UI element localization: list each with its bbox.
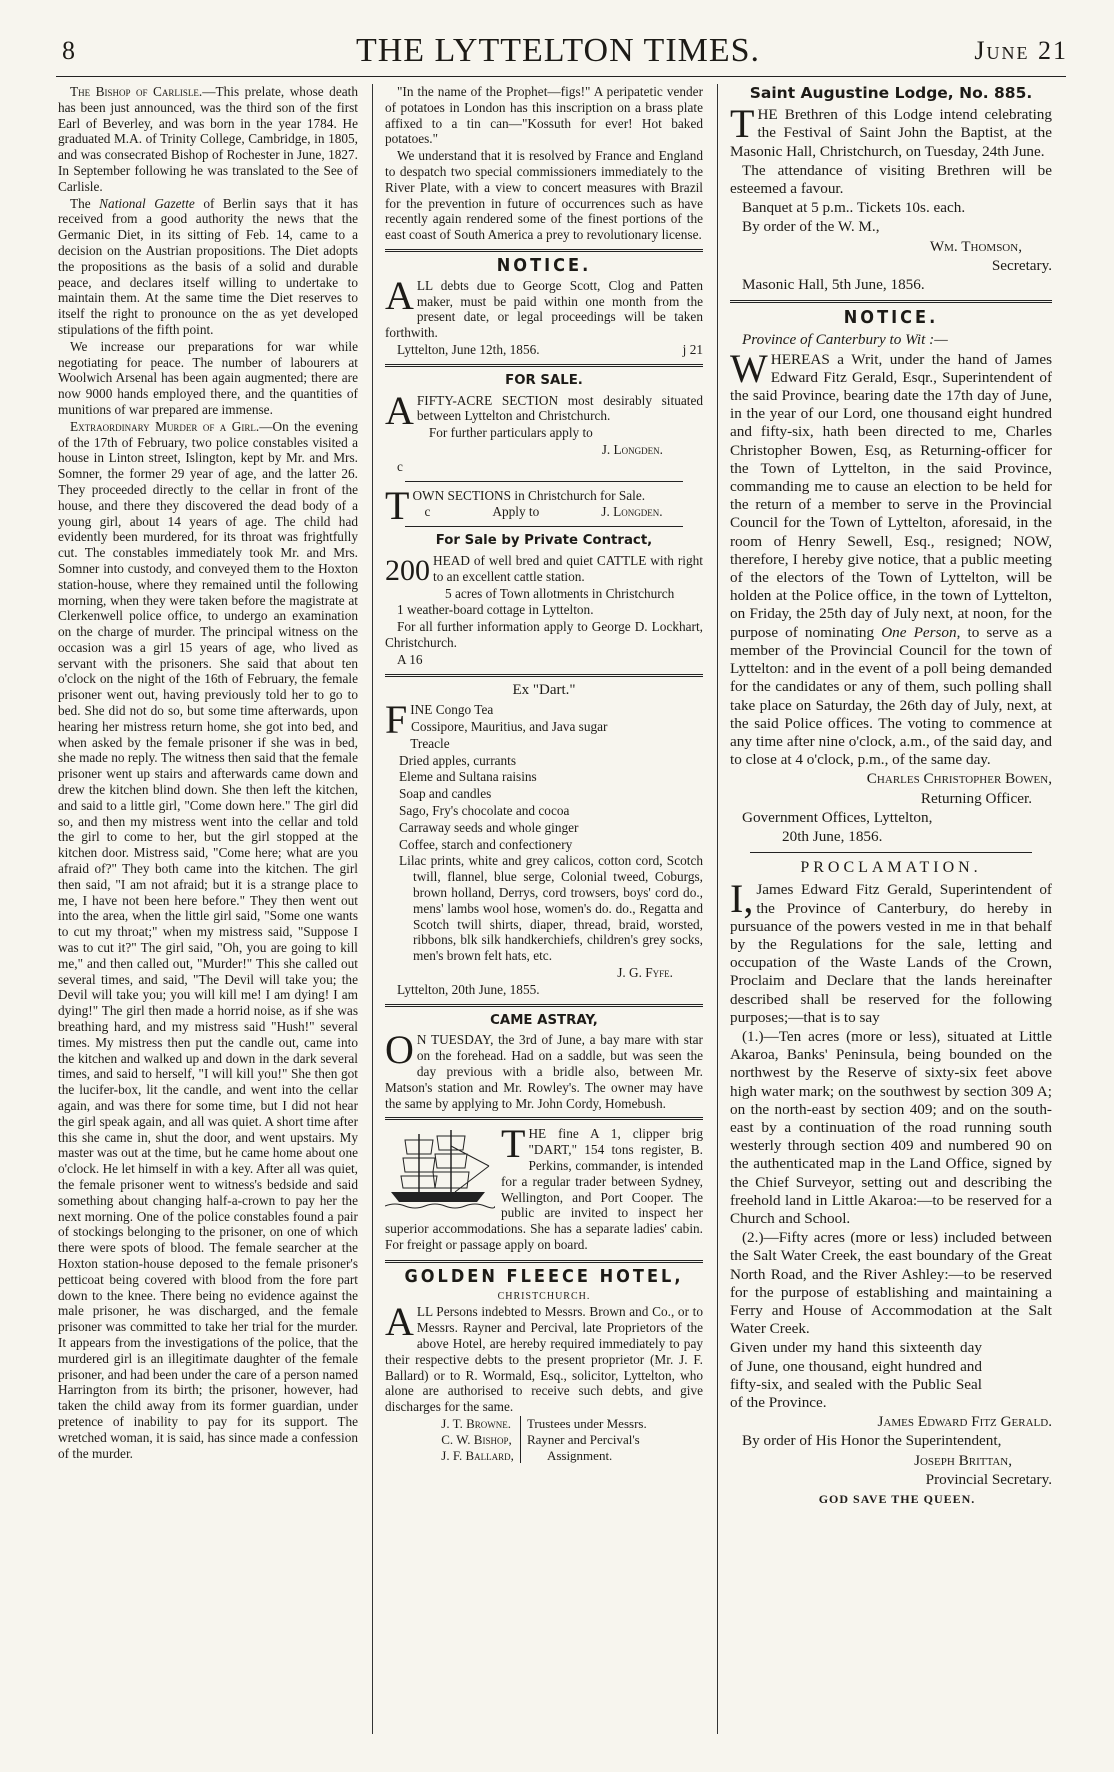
issue-date: June 21 bbox=[974, 36, 1068, 65]
cattle-line: 1 weather-board cottage in Lyttelton. bbox=[397, 602, 594, 618]
notice-office: Government Offices, Lyttelton, bbox=[742, 808, 933, 826]
ship-advert bbox=[385, 1121, 703, 1252]
column-2 bbox=[385, 84, 703, 1744]
column-1 bbox=[58, 84, 358, 1744]
forsale-apply: For further particulars apply to bbox=[428, 425, 593, 441]
god-save-the-queen: GOD SAVE THE QUEEN. bbox=[818, 1492, 976, 1507]
cattle-code: A 16 bbox=[397, 651, 423, 667]
notice-heading: NOTICE. bbox=[496, 254, 592, 276]
lodge-secretary: Secretary. bbox=[991, 256, 1052, 274]
separator bbox=[730, 300, 1052, 303]
list-item: Sago, Fry's chocolate and cocoa bbox=[399, 803, 570, 819]
column-3 bbox=[730, 84, 1052, 1744]
hotel-body: ALL Persons indebted to Messrs. Brown and Co., or to Messrs. Rayner and Percival, late Proprietors of the above Hotel, are hereby required immediately to pay their respective debts to the present proprietor (Mr. J. F. Ballard) or to R. Wormald, Esq., solicitor, Lyttelton, who alone are authorised to receive such debts, and give discharges for the same. bbox=[385, 1299, 703, 1415]
masthead bbox=[48, 30, 1068, 74]
article-river-plate: We understand that it is resolved by France and England to despatch two special commissioners immediately to the River Plate, with a view to concert measures with Brazil for the prevention in future of occurrences such as have recently again rendered some of the finest portions of the east coast of South America a prey to revolutionary license. bbox=[385, 148, 703, 243]
newspaper-title: THE LYTTELTON TIMES. bbox=[355, 32, 761, 69]
forsale-body: AFIFTY-ACRE SECTION most desirably situated between Lyttelton and Christchurch. bbox=[385, 387, 703, 433]
cattle-body: 200 HEAD of well bred and quiet CATTLE with right to an excellent cattle station. bbox=[385, 552, 703, 587]
list-item: Dried apples, currants bbox=[399, 752, 517, 768]
separator bbox=[405, 526, 683, 527]
cattle-line: For all further information apply to George D. Lockhart, Christchurch. bbox=[385, 619, 703, 650]
article-woolwich: We increase our preparations for war while negotiating for peace. The number of labourers at Woolwich Arsenal has been again augmented; there are now 9000 hands employed there, and the quantities of munitions of war prepared are immense. bbox=[58, 338, 358, 417]
astray-body: O N TUESDAY, the 3rd of June, a bay mare with star on the forehead. Had on a saddle, but was seen the day previous with a bridle also, between Mr. Matson's station and Mr. Rowley's. The owner may have the same by applying to Mr. John Cordy, Homebush. bbox=[385, 1027, 703, 1111]
list-item: Eleme and Sultana raisins bbox=[399, 769, 537, 785]
town-sections: TOWN SECTIONS in Christchurch for Sale. bbox=[385, 482, 646, 528]
notice-role: Returning Officer. bbox=[920, 789, 1032, 807]
list-item: Carraway seeds and whole ginger bbox=[399, 819, 579, 835]
lodge-banquet: Banquet at 5 p.m.. Tickets 10s. each. bbox=[742, 199, 966, 217]
separator bbox=[385, 1260, 703, 1263]
hotel-trustees: J. T. Browne. C. W. Bishop, J. F. Ballard, Trustees under Messrs. Rayner and Percival's Assignment. bbox=[441, 1415, 647, 1463]
separator bbox=[385, 1117, 703, 1120]
forsale-code: c bbox=[397, 458, 403, 474]
forsale-name: J. Longden. bbox=[601, 441, 663, 457]
list-item: Treacle bbox=[410, 735, 450, 751]
separator bbox=[385, 364, 703, 367]
separator bbox=[405, 481, 683, 482]
proclamation-body: I, James Edward Fitz Gerald, Superintendent of the Province of Canterbury, do hereby in pursuance of the powers vested in me in that behalf by the Regulations for the sale, letting and occupation of the Waste Lands of the Crown, Proclaim and Declare that the lands hereinafter described shall be reserved for the following purposes;—that is to say bbox=[730, 876, 1052, 1026]
column-divider bbox=[372, 84, 373, 1734]
astray-heading: CAME ASTRAY, bbox=[490, 1012, 598, 1028]
forsale-heading: FOR SALE. bbox=[505, 372, 583, 388]
separator bbox=[385, 674, 703, 677]
separator bbox=[385, 249, 703, 252]
proclamation-heading: PROCLAMATION. bbox=[800, 859, 982, 877]
dart-heading: Ex "Dart." bbox=[512, 681, 576, 698]
notice-writ: WHEREAS a Writ, under the hand of James Edward Fitz Gerald, Esqr., Superintendent of the said Province, bearing date the 17th day of June, in the year of our Lord, one thousand eight hundred and fifty-six, hath been directed to me, Charles Christopher Bowen, Esq, as Returning-officer for the Town of Lyttelton, in the said Province, commanding me to cause an election to be held for the return of a member to serve in the Provincial Council for the Town of Lyttelton, aforesaid, in the room of Henry Sewell, Esq., resigned; NOW, therefore, I hereby give notice, that a public meeting of the electors of the Town of Lyttelton, will be holden at the Police office, in the town of Lyttelton, on Friday, the 25th day of July next, at noon, for the purpose of nominating One Person, to serve as a member of the Provincial Council for the town of Lyttelton: and in the event of a poll being demanded for the candidates or any of them, such polling shall take place on Saturday, the 26th day of July, next, at the said Police offices. The voting to commence at any time after nine o'clock, a.m., of the said day, and to close at 4 o'clock, p.m., of the same day. bbox=[730, 345, 1052, 769]
list-item: Cossipore, Mauritius, and Java sugar bbox=[411, 719, 608, 735]
list-item: FINE Congo Tea bbox=[385, 697, 494, 743]
list-item: Soap and candles bbox=[399, 786, 492, 802]
separator bbox=[385, 1004, 703, 1007]
dart-date: Lyttelton, 20th June, 1855. bbox=[397, 981, 540, 997]
notice-date: 20th June, 1856. bbox=[782, 827, 883, 845]
proclamation-item-2: (2.)—Fifty acres (more or less) included between the Salt Water Creek, the east boundary of the Great North Road, and the River Ashley:—to be reserved for the purpose of establishing and maintaining a Ferry and House of Accommodation at the Salt Water Creek. bbox=[730, 1229, 1052, 1338]
article-murder: Extraordinary Murder of a Girl.—On the evening of the 17th of February, two police constables visited a house in Linton street, Islington, kept by Mr. and Mrs. Somner, the former 29 year of age, and the latter 26. They proceeded directly to the cellar in front of the house, and there they discovered the dead body of a young girl, about 14 years of age. The child had evidently been murdered, for its throat was frightfully cut. The constables immediately took Mr. and Mrs. Somner into custody, and conveyed them to the Hoxton station-house, where they remained until the following morning, when they were taken before the magistrate at Clerkenwell police office, to undergo an examination on the charge of murder. The principal witness on the occasion was a girl 15 years of age, who lived as servant with the prisoners. She said that about ten o'clock on the night of the 16th of February, the female prisoner went out, having previously told her to go to bed. She did not do so, but some time afterwards, upon hearing her mistress return home, she got into bed, and when asked by the female prisoner if she was in bed, she made no reply. The witness then said that the female prisoner went up stairs and afterwards came down and drew the kitchen blind down. She then left the kitchen, and said to a little girl, "Come down here." The girl did so, and then my mistress went into the cellar and told the girl to come to her, but the girl stopped at the kitchen door. Mistress said, "Come here; what are you afraid of?" They both came into the kitchen. The girl then said, "I am not afraid; but it is a strange place to me, I have not been here before." They then went out into the area, when the little girl said, "Some one wants to cut my throat;" when my mistress said, "Suppose I was to cut it?" The girl said, "Oh, you are going to kill me," and then called out, "Murder!" This she called out several times, and said, "The Devil will take you; the Devil will take you; you will kill me! I am dying! I am dying!" The girl then made a horrid noise, as if she was breathing hard, and my mistress said "Hush!" several times. My mistress then put the candle out, came into the kitchen and walked up and down in the dark several times, and said to herself, "I will kill you!" She then got the lucifer-box, lit the candle, and went into the cellar again, and was there for some time, but I did not hear the girl speak again, and all was quiet. A short time after this she came in, shut the door, and went upstairs. My master was out at the time, but he came home about one o'clock. He let himself in with a key. After all was quiet, the female prisoner went to witness's bedside and said something about changing half-a-crown to pay her the next morning. One of the police constables found a pair of stockings belonging to the prisoner, on one of which there were spots of blood. The female searcher at the Hoxton station-house deposed to the female prisoner's petticoat being covered with blood from the fore part down to the knee. There being no evidence against the male prisoner, he was discharged, and the female prisoner was committed to take her trial for the murder. It appears from the investigations of the police, that the murdered girl is an illegitimate daughter of the female prisoner, and had been under the care of a person named Harrington from its birth; the prisoner, however, had taken the child away from its former guardian, under pretence of inability to pay for its support. The wretched woman, it is said, has since made a confession of the murder. bbox=[58, 418, 358, 1461]
notice-signature: Charles Christopher Bowen, bbox=[866, 770, 1052, 788]
notice-heading: NOTICE. bbox=[843, 307, 939, 329]
list-item: Coffee, starch and confectionery bbox=[399, 836, 573, 852]
article-berlin: The National Gazette of Berlin says that it has received from a good authority the news that the Germanic Diet, in its sitting of Feb. 14, came to a decision on the Austrian propositions. The Diet adopts the propositions as the basis of a solid and durable peace, and declares itself willing to undertake to maintain them. At the same time the Diet reserves to itself the right to pronounce on the as yet developed stipulations of the fifth point. bbox=[58, 195, 358, 337]
lodge-attendance: The attendance of visiting Brethren will be esteemed a favour. bbox=[730, 161, 1052, 198]
list-item: Lilac prints, white and grey calicos, cotton cord, Scotch twill, flannel, blue serge, Colonial tweed, Coburgs, brown holland, Derrys, cord trowsers, boys' cord do., mens' lambs wool hose, women's do. do., Regatta and Scotch twill shirts, diaper, thread, braid, worsted, ribbons, blk silk handkerchiefs, children's grey socks, men's brown felt hats, etc. bbox=[399, 853, 703, 964]
lodge-body: THE Brethren of this Lodge intend celebrating the Festival of Saint John the Baptist, at the Masonic Hall, Christchurch, on Tuesday, 24th June. bbox=[730, 101, 1052, 160]
lodge-heading: Saint Augustine Lodge, No. 885. bbox=[749, 84, 1033, 102]
notice-province: Province of Canterbury to Wit :— bbox=[742, 331, 948, 349]
cattle-line: 5 acres of Town allotments in Christchurch bbox=[445, 585, 675, 601]
separator bbox=[750, 852, 1032, 853]
notice-date-line: Lyttelton, June 12th, 1856. j 21 bbox=[397, 341, 703, 357]
proclamation-role: Provincial Secretary. bbox=[925, 1470, 1052, 1488]
lodge-order: By order of the W. M., bbox=[742, 218, 880, 236]
article-bishop: The Bishop of Carlisle.—This prelate, whose death has been just announced, was the third son of the first Earl of Beverley, and was born in the year 1784. He graduated M.A. of Trinity College, Cambridge, in 1805, and was consecrated Bishop of Rochester in June, 1827. In September following he was translated to the See of Carlisle. bbox=[58, 84, 358, 194]
lodge-date: Masonic Hall, 5th June, 1856. bbox=[742, 276, 925, 294]
proclamation-secretary: Joseph Brittan, bbox=[914, 1451, 1012, 1469]
proclamation-given: Given under my hand this sixteenth day of June, one thousand, eight hundred and fifty-six, and sealed with the Public Seal of the Province. bbox=[730, 1339, 982, 1412]
town-apply-line: c Apply to J. Longden. bbox=[424, 504, 663, 520]
cattle-heading: For Sale by Private Contract, bbox=[435, 533, 653, 549]
notice-scott: ALL debts due to George Scott, Clog and Patten maker, must be paid within one month from the present date, or legal proceedings will be taken forthwith. bbox=[385, 272, 703, 341]
page-number: 8 bbox=[62, 36, 75, 65]
masthead-rule bbox=[56, 76, 1066, 77]
proclamation-signature: James Edward Fitz Gerald. bbox=[877, 1413, 1052, 1431]
hotel-location: CHRISTCHURCH. bbox=[497, 1290, 591, 1302]
lodge-signature: Wm. Thomson, bbox=[929, 237, 1022, 255]
article-prophet: "In the name of the Prophet—figs!" A peripatetic vender of potatoes in London has this inscription on a brass plate affixed to a tin can—"Kossuth for ever! Hot baked potatoes." bbox=[385, 84, 703, 147]
dart-goods-list bbox=[385, 697, 703, 964]
proclamation-order: By order of His Honor the Superintendent, bbox=[742, 1432, 1002, 1450]
hotel-heading: GOLDEN FLEECE HOTEL, bbox=[404, 1265, 684, 1287]
proclamation-item-1: (1.)—Ten acres (more or less), situated at Little Akaroa, Banks' Peninsula, being bounded on the northwest by the Reserve of sixty-six feet above high water mark; on the southwest by section 309 A; on the north-east by section 409; and on the south-east by a continuation of the road running south westerly through section 409 and numbered 90 on the authenticated map in the Land Office, signed by the Chief Surveyor, setting out and describing the freehold land in Little Akaroa:—to be reserved for a Church and School. bbox=[730, 1027, 1052, 1227]
ship-icon bbox=[385, 1126, 495, 1216]
ship-body: THE fine A 1, clipper brig "DART," 154 tons register, B. Perkins, commander, is intended for a regular trader between Sydney, Wellington, and Port Cooper. The public are invited to inspect her superior accommodations. She has a separate ladies' cabin. For freight or passage apply on board. bbox=[385, 1121, 703, 1252]
column-divider bbox=[717, 84, 718, 1734]
dart-signature: J. G. Fyfe. bbox=[617, 965, 673, 981]
